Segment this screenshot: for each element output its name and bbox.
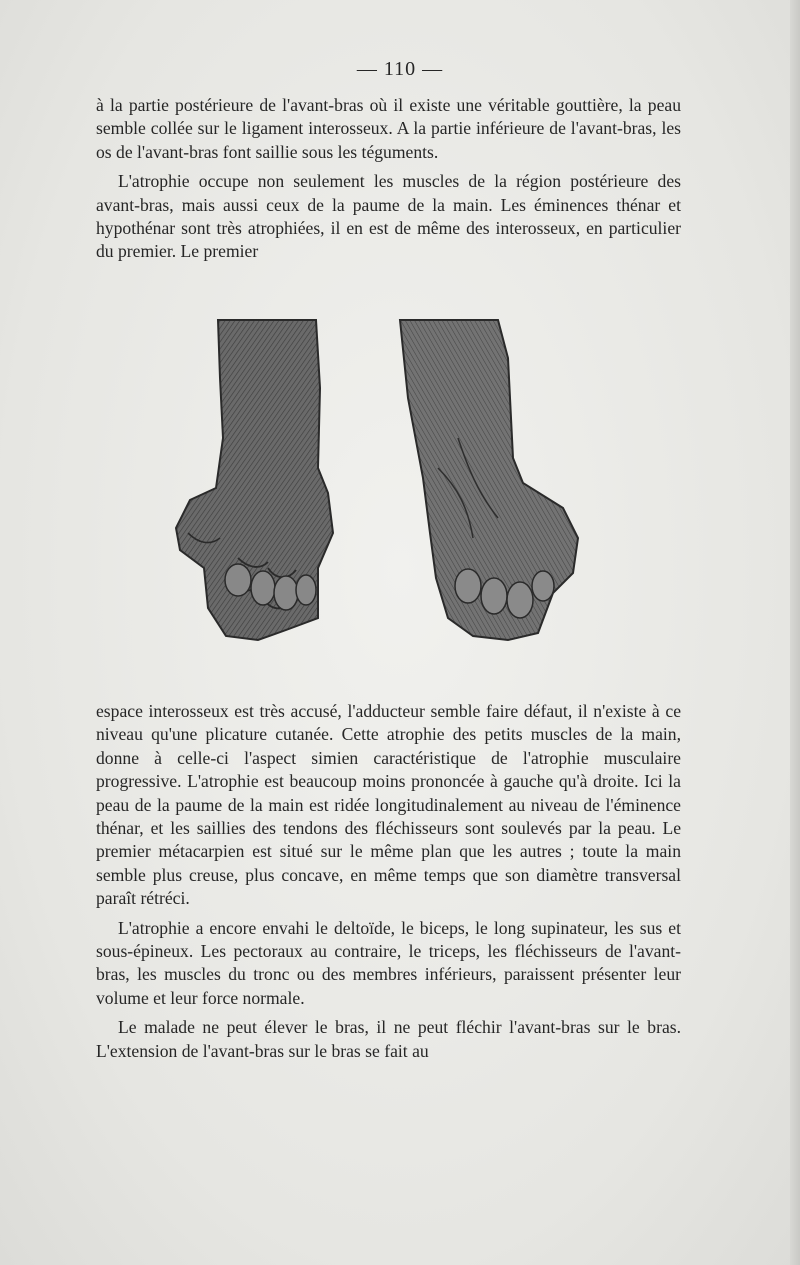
- paragraph: L'atrophie occupe non seulement les muscles de la région postérieure des avant-bras, mais aussi ceux de la paume de la main. Les éminences thénar et hypothénar sont très atrophiées, il en est de même des interosseux, en particulier du premier. Le premier: [96, 171, 681, 262]
- page-edge: [790, 0, 800, 1265]
- paragraph: L'atrophie a encore envahi le deltoïde, le biceps, le long supinateur, les sus et sous-épineux. Les pectoraux au contraire, le triceps, les fléchisseurs de l'avant-bras, les muscles du tronc ou des membres inférieurs, paraissent présenter leur volume et leur force normale.: [96, 917, 681, 1008]
- right-hand-drawing: [400, 320, 578, 640]
- text-block-top: [96, 94, 681, 264]
- hands-illustration: [168, 318, 588, 663]
- paragraph: Le malade ne peut élever le bras, il ne peut fléchir l'avant-bras sur le bras. L'extension de l'avant-bras sur le bras se fait au: [96, 1017, 681, 1061]
- paragraph: à la partie postérieure de l'avant-bras où il existe une véritable gouttière, la peau semble collée sur le ligament interosseux. A la partie inférieure de l'avant-bras, les os de l'avant-bras font saillie sous les téguments.: [96, 95, 681, 162]
- paragraph: espace interosseux est très accusé, l'adducteur semble faire défaut, il n'existe à ce niveau qu'une plicature cutanée. Cette atrophie des petits muscles de la main, donne à celle-ci l'aspect simien caractéristique de l'atrophie musculaire progressive. L'atrophie est beaucoup moins prononcée à gauche qu'à droite. Ici la peau de la paume de la main est ridée longitudinalement au niveau de l'éminence thénar, et les saillies des tendons des fléchisseurs sont soulevés par la peau. Le premier métacarpien est situé sur le même plan que les autres ; toute la main semble plus creuse, plus concave, en même temps que son diamètre transversal paraît rétréci.: [96, 701, 681, 909]
- text-block-bottom: [96, 700, 681, 1063]
- left-hand-drawing: [176, 320, 333, 640]
- page-number: — 110 —: [356, 58, 444, 80]
